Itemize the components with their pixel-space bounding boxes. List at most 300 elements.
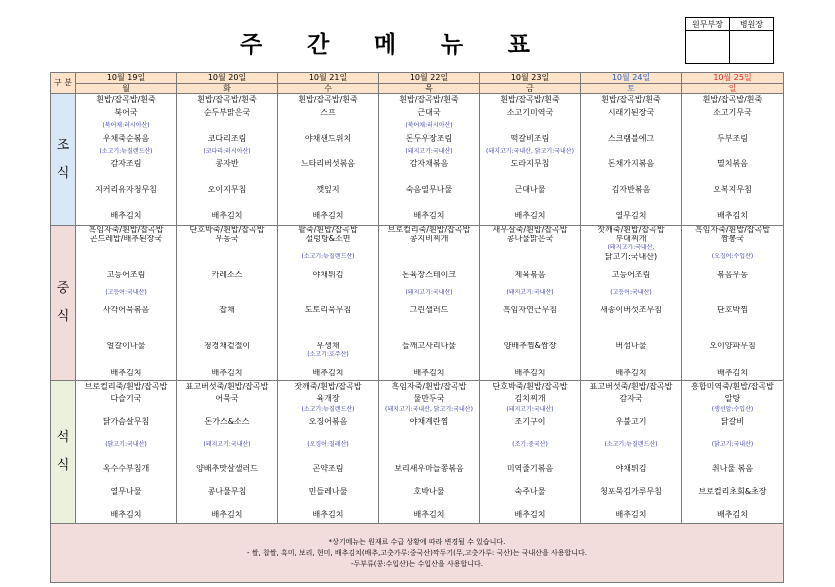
menu-item: 콩나물무침 <box>207 486 247 496</box>
menu-item: 다슬기국 <box>110 393 142 403</box>
menu-item: 새우살죽/흰밥/잡곡밥 <box>492 226 568 234</box>
menu-spacer <box>379 171 479 184</box>
menu-item: 배추김치 <box>615 369 647 377</box>
menu-spacer <box>581 428 681 440</box>
menu-item: 단호박찜 <box>717 306 748 315</box>
menu-item: 도라지무침 <box>510 159 550 169</box>
day-header <box>278 73 379 94</box>
origin-note: (돼지고기:국내산, <box>607 243 655 251</box>
origin-note: (고등어:국내산) <box>105 288 147 296</box>
menu-spacer <box>682 171 783 184</box>
menu-item: 브로컬리죽/흰밥/잡곡밥 <box>84 382 168 391</box>
origin-note: (돼지고기:국내산, 닭고기:국내산) <box>486 147 574 155</box>
menu-item: 잡채 <box>219 306 235 315</box>
menu-spacer <box>379 428 479 440</box>
origin-note: (닭고기:국내산) <box>711 441 754 449</box>
weekly-menu-table <box>50 72 784 583</box>
menu-spacer <box>76 404 176 416</box>
menu-spacer <box>278 428 378 440</box>
meal-row-ln <box>51 226 784 381</box>
menu-item: 취나물 볶음 <box>711 463 754 473</box>
day-weekday: 토 <box>627 84 635 93</box>
menu-spacer <box>278 360 378 369</box>
menu-spacer <box>177 360 277 369</box>
menu-item: 흥합미역죽/흰밥/잡곡밥 <box>691 382 774 391</box>
origin-note: (돼지고기:국내산) <box>506 288 554 296</box>
origin-note: (북어채:러시아산) <box>405 121 453 129</box>
approval-header: 원무부장 <box>686 18 730 31</box>
menu-spacer <box>480 451 580 463</box>
menu-item: 배추김치 <box>413 211 445 221</box>
menu-spacer <box>379 333 479 342</box>
menu-spacer <box>480 428 580 440</box>
menu-item: 흑임자죽/흰밥/잡곡밥 <box>88 226 164 234</box>
menu-item: 우채죽순볶음 <box>102 133 150 143</box>
menu-item: 감자채볶음 <box>409 159 449 169</box>
approval-sign-cell <box>730 31 774 64</box>
menu-item: 카레소스 <box>211 270 243 279</box>
menu-item: 깻잎지 <box>316 185 340 195</box>
menu-item: 오징어볶음 <box>308 416 348 426</box>
title-char: 주 <box>240 32 263 58</box>
menu-spacer <box>177 351 277 360</box>
menu-spacer <box>581 146 681 159</box>
meal-label-char: 식 <box>56 165 70 181</box>
menu-cell <box>581 226 682 381</box>
menu-item: 시래기된장국 <box>607 107 655 117</box>
menu-item: 감자국 <box>619 393 643 403</box>
menu-item: 곤약조림 <box>312 463 344 473</box>
menu-spacer <box>76 262 176 271</box>
menu-item: 배추김치 <box>514 369 546 377</box>
menu-spacer <box>682 262 783 271</box>
menu-item: 양배추맛살샐러드 <box>196 463 258 473</box>
menu-cell <box>278 381 379 524</box>
menu-item: 멸치볶음 <box>717 159 748 169</box>
menu-spacer <box>581 315 681 324</box>
menu-item: 닭가슴살무침 <box>102 416 150 426</box>
origin-note: (돼지고기:국내산) <box>203 441 251 449</box>
origin-note: (돼지고기:국내산, 닭고기:국내산) <box>385 406 473 414</box>
menu-spacer <box>682 244 783 253</box>
day-date: 10월 19일 <box>76 73 176 84</box>
menu-spacer <box>581 197 681 210</box>
menu-spacer <box>480 244 580 253</box>
footer-line: -두부류(콩:수입산)는 수입산을 사용합니다. <box>351 559 483 568</box>
menu-item: 우불고기 <box>615 416 647 426</box>
menu-item: 느타리버섯볶음 <box>300 159 356 169</box>
menu-item: 야채계란찜 <box>409 416 449 426</box>
menu-item: 근대나물 <box>514 185 546 195</box>
menu-spacer <box>581 171 681 184</box>
menu-spacer <box>177 262 277 271</box>
menu-item: 옥수수부침개 <box>102 463 150 473</box>
meal-row-dn <box>51 381 784 524</box>
day-header <box>76 73 177 94</box>
menu-spacer <box>581 324 681 333</box>
menu-spacer <box>278 197 378 210</box>
menu-spacer <box>278 333 378 342</box>
menu-item: 우동국 <box>215 234 239 243</box>
day-date: 10월 24일 <box>581 73 681 84</box>
day-date: 10월 23일 <box>480 73 580 84</box>
menu-spacer <box>278 451 378 463</box>
origin-note: (소고기:뉴질랜드산) <box>604 441 658 449</box>
menu-item: 청포묵김가루무침 <box>600 486 662 496</box>
meal-label-char: 석 <box>56 430 70 445</box>
menu-item: 오이양파무침 <box>709 342 756 351</box>
menu-spacer <box>581 120 681 133</box>
menu-spacer <box>379 298 479 307</box>
menu-cell <box>379 226 480 381</box>
menu-spacer <box>682 315 783 324</box>
footer-row <box>51 524 784 583</box>
menu-cell <box>682 94 784 226</box>
menu-spacer <box>581 298 681 307</box>
menu-item: 지커리유자청무침 <box>95 185 157 195</box>
menu-spacer <box>682 360 783 369</box>
menu-cell <box>480 226 581 381</box>
day-header <box>682 73 784 94</box>
approval-header-row <box>686 18 774 31</box>
menu-spacer <box>379 244 479 253</box>
menu-item: 흑임자죽/흰밥/잡곡밥 <box>695 226 770 234</box>
menu-cell <box>379 381 480 524</box>
menu-spacer <box>76 428 176 440</box>
menu-item: 콩자반 <box>215 159 239 169</box>
menu-item: 배추김치 <box>110 211 142 221</box>
origin-note: (돼지고기:국내산) <box>405 147 453 155</box>
menu-item: 흰밥/잡곡밥/흰죽 <box>500 95 560 104</box>
menu-spacer <box>480 324 580 333</box>
menu-spacer <box>177 324 277 333</box>
menu-item: 열무김치 <box>615 211 647 221</box>
menu-item: 오복지무침 <box>713 185 752 195</box>
menu-spacer <box>480 253 580 262</box>
menu-item: 흰밥/잡곡밥/흰죽 <box>96 95 156 104</box>
menu-item: 표고버섯죽/흰밥/잡곡밥 <box>185 382 269 391</box>
menu-item: 잣깨죽/흰밥/잡곡밥 <box>597 226 665 234</box>
menu-item: 두부조림 <box>717 133 748 143</box>
day-header <box>379 73 480 94</box>
menu-item: 설렁탕&소면 <box>305 234 351 243</box>
menu-spacer <box>379 351 479 360</box>
menu-spacer <box>177 333 277 342</box>
menu-spacer <box>177 451 277 463</box>
menu-item: 스프 <box>320 107 336 117</box>
menu-item: 스크램블에그 <box>607 133 655 143</box>
menu-spacer <box>76 498 176 510</box>
menu-item: 그린샐러드 <box>409 306 449 315</box>
menu-spacer <box>480 262 580 271</box>
day-header <box>177 73 278 94</box>
menu-spacer <box>379 439 479 451</box>
menu-spacer <box>76 298 176 307</box>
menu-item: 흰밥/잡곡밥/흰죽 <box>601 95 661 104</box>
menu-spacer <box>581 404 681 416</box>
meal-label-char: 식 <box>56 309 70 324</box>
menu-item: 미역줄기볶음 <box>506 463 554 473</box>
menu-item: 야채샌드위치 <box>304 133 352 143</box>
menu-item: 배추김치 <box>110 369 142 377</box>
menu-spacer <box>480 298 580 307</box>
menu-spacer <box>76 244 176 253</box>
menu-cell <box>278 226 379 381</box>
menu-item: 닭고기:국내산) <box>604 252 658 261</box>
menu-item: 배추김치 <box>514 510 546 520</box>
menu-spacer <box>682 351 783 360</box>
menu-spacer <box>682 197 783 210</box>
menu-spacer <box>76 171 176 184</box>
menu-spacer <box>278 498 378 510</box>
menu-spacer <box>278 262 378 271</box>
menu-spacer <box>278 244 378 253</box>
origin-note: (오징어:수입산) <box>711 252 754 260</box>
menu-cell <box>177 94 278 226</box>
meal-label-char: 조 <box>56 137 70 153</box>
menu-cell <box>682 381 784 524</box>
day-weekday: 화 <box>223 84 231 93</box>
menu-spacer <box>682 333 783 342</box>
menu-spacer <box>379 474 479 486</box>
origin-note: (소고기:뉴질랜드산) <box>99 147 153 155</box>
menu-item: 흑임자연근무침 <box>502 306 558 315</box>
menu-item: 돈두우장조림 <box>405 133 453 143</box>
day-weekday: 월 <box>122 84 130 93</box>
menu-item: 버섬나물 <box>615 342 647 351</box>
menu-cell <box>581 94 682 226</box>
origin-note: (북어채:러시아산) <box>102 121 150 129</box>
menu-spacer <box>379 451 479 463</box>
menu-item: 흰밥/잡곡밥/흰죽 <box>702 95 763 104</box>
menu-item: 사각어묵볶음 <box>102 306 150 315</box>
menu-item: 흑임자죽/흰밥/잡곡밥 <box>391 382 467 391</box>
day-weekday: 금 <box>526 84 534 93</box>
page-title <box>240 26 530 58</box>
corner-label: 구 분 <box>51 73 76 94</box>
menu-item: 브로컬리죽/흰밥/잡곡밥 <box>387 226 471 234</box>
menu-spacer <box>379 315 479 324</box>
menu-spacer <box>76 360 176 369</box>
origin-note: (소고기:뉴질랜드산) <box>301 406 355 414</box>
menu-spacer <box>682 474 783 486</box>
menu-item: 김치찌개 <box>514 393 546 403</box>
approval-sign-row <box>686 31 774 64</box>
menu-item: 곤드레밥/배추된장국 <box>89 234 163 243</box>
meal-label-char: 중 <box>56 281 70 296</box>
menu-spacer <box>379 280 479 289</box>
menu-item: 배추김치 <box>717 211 748 221</box>
menu-item: 들깨고사리나물 <box>401 342 457 351</box>
menu-spacer <box>177 244 277 253</box>
day-date: 10월 21일 <box>278 73 378 84</box>
menu-spacer <box>278 289 378 298</box>
menu-spacer <box>581 333 681 342</box>
menu-item: 어묵국 <box>215 393 239 403</box>
menu-spacer <box>682 280 783 289</box>
menu-spacer <box>177 171 277 184</box>
menu-item: 잣깨죽/흰밥/잡곡밥 <box>294 382 362 391</box>
menu-spacer <box>76 280 176 289</box>
menu-spacer <box>278 298 378 307</box>
menu-item: 배추김치 <box>211 369 243 377</box>
menu-item: 청경채겉절이 <box>203 342 251 351</box>
menu-spacer <box>480 280 580 289</box>
day-weekday: 목 <box>425 84 433 93</box>
menu-spacer <box>581 360 681 369</box>
menu-item: 우생채 <box>316 342 340 351</box>
menu-spacer <box>379 360 479 369</box>
menu-spacer <box>177 298 277 307</box>
menu-item: 단호박죽/흰밥/잡곡밥 <box>492 382 568 391</box>
menu-cell <box>682 226 784 381</box>
menu-spacer <box>480 171 580 184</box>
menu-item: 북어국 <box>114 107 138 117</box>
menu-spacer <box>379 262 479 271</box>
menu-item: 흰밥/잡곡밥/흰죽 <box>399 95 459 104</box>
menu-spacer <box>76 333 176 342</box>
menu-item: 조기구이 <box>514 416 546 426</box>
menu-item: 볶음우동 <box>717 270 748 279</box>
menu-spacer <box>682 428 783 440</box>
menu-spacer <box>682 146 783 159</box>
origin-note: (소고기:호주산) <box>307 351 349 359</box>
menu-item: 닭갈비 <box>720 416 745 426</box>
day-date: 10월 25일 <box>682 73 783 84</box>
title-char: 표 <box>507 32 530 58</box>
menu-spacer <box>278 315 378 324</box>
menu-cell <box>480 381 581 524</box>
menu-spacer <box>581 351 681 360</box>
origin-note: (코다리:러시아산) <box>203 147 251 155</box>
approval-box <box>685 17 774 64</box>
menu-spacer <box>177 474 277 486</box>
menu-spacer <box>379 324 479 333</box>
menu-item: 배추김치 <box>514 211 546 221</box>
menu-spacer <box>177 289 277 298</box>
title-char: 간 <box>306 32 330 58</box>
menu-spacer <box>76 315 176 324</box>
menu-spacer <box>682 120 783 133</box>
menu-spacer <box>76 197 176 210</box>
origin-note: (고등어:국내산) <box>610 288 652 296</box>
menu-item: 순두부맑은국 <box>203 107 251 117</box>
header-row <box>51 73 784 94</box>
menu-item: 코다리조림 <box>207 133 247 143</box>
menu-spacer <box>480 333 580 342</box>
menu-item: 단호박죽/흰밥/잡곡밥 <box>189 226 265 234</box>
menu-item: 배추김치 <box>413 369 445 377</box>
menu-spacer <box>379 253 479 262</box>
menu-spacer <box>76 324 176 333</box>
menu-spacer <box>682 498 783 510</box>
menu-item: 알탕 <box>724 393 741 403</box>
menu-item: 배추김치 <box>615 510 647 520</box>
menu-item: 보리새우마늘쫑볶음 <box>394 463 464 473</box>
menu-item: 야채튀김 <box>312 270 344 279</box>
menu-item: 도토리묵무침 <box>304 306 352 315</box>
menu-spacer <box>177 197 277 210</box>
origin-note: (조기:중국산) <box>512 441 548 449</box>
menu-item: 배추김치 <box>211 510 243 520</box>
menu-item: 근대국 <box>417 107 441 117</box>
menu-spacer <box>177 404 277 416</box>
menu-spacer <box>480 351 580 360</box>
menu-item: 브로컬리초회&초장 <box>698 486 767 496</box>
menu-item: 김자반볶음 <box>611 185 651 195</box>
footer-line: - 쌀, 찹쌀, 흑미, 보리, 현미, 배추김치(배추,고춧가루:중국산)깍두기(무,고춧가루: 국산)는 국내산을 사용합니다. <box>247 548 587 557</box>
menu-item: 민들레나물 <box>308 486 348 496</box>
menu-spacer <box>581 498 681 510</box>
menu-spacer <box>682 451 783 463</box>
origin-note: (돼지고기:국내산) <box>506 406 554 414</box>
menu-spacer <box>76 351 176 360</box>
menu-item: 표고버섯죽/흰밥/잡곡밥 <box>589 382 673 391</box>
menu-item: 물만두국 <box>413 393 445 403</box>
menu-cell <box>480 94 581 226</box>
day-date: 10월 20일 <box>177 73 277 84</box>
menu-spacer <box>682 298 783 307</box>
menu-cell <box>76 94 177 226</box>
menu-item: 새송이버섯조무침 <box>600 306 662 315</box>
menu-item: 숙주나물 <box>514 486 546 496</box>
menu-item: 돈채가지볶음 <box>607 159 655 169</box>
origin-note: (돼지고기:국내산) <box>405 288 453 296</box>
menu-item: 소고기미역국 <box>506 107 554 117</box>
menu-item: 호박나물 <box>413 486 445 496</box>
menu-item: 숙음열무나물 <box>405 185 453 195</box>
title-char: 뉴 <box>440 32 464 58</box>
menu-spacer <box>682 324 783 333</box>
menu-spacer <box>480 360 580 369</box>
day-header <box>480 73 581 94</box>
menu-item: 고등어조림 <box>611 270 651 279</box>
menu-spacer <box>278 324 378 333</box>
menu-item: 떡갈비조림 <box>510 133 550 143</box>
menu-item: 열무나물 <box>110 486 142 496</box>
menu-spacer <box>581 280 681 289</box>
menu-cell <box>76 381 177 524</box>
menu-spacer <box>480 474 580 486</box>
menu-item: 제육볶음 <box>514 270 546 279</box>
menu-spacer <box>581 451 681 463</box>
menu-spacer <box>76 253 176 262</box>
meal-label <box>51 226 76 381</box>
footer-notes <box>51 524 784 583</box>
menu-spacer <box>76 474 176 486</box>
menu-item: 흰밥/잡곡밥/흰죽 <box>197 95 257 104</box>
menu-spacer <box>480 498 580 510</box>
origin-note: (오징어:칠레산) <box>307 441 349 449</box>
menu-spacer <box>76 451 176 463</box>
menu-item: 소고기무국 <box>713 107 752 117</box>
footer-line: *상기메뉴는 원재료 수급 상황에 따라 변경될 수 있습니다. <box>328 537 506 546</box>
menu-item: 콩나물맑은국 <box>506 234 554 243</box>
meal-label <box>51 381 76 524</box>
menu-item: 짬뽕국 <box>720 234 745 243</box>
menu-item: 야채튀김 <box>615 463 647 473</box>
menu-cell <box>379 94 480 226</box>
menu-item: 육개장 <box>316 393 340 403</box>
approval-sign-cell <box>686 31 730 64</box>
menu-spacer <box>480 120 580 133</box>
menu-spacer <box>278 146 378 159</box>
menu-item: 양배추찜&쌈장 <box>503 342 557 351</box>
day-header <box>581 73 682 94</box>
menu-spacer <box>278 120 378 133</box>
menu-item: 배추김치 <box>312 211 344 221</box>
menu-spacer <box>480 315 580 324</box>
